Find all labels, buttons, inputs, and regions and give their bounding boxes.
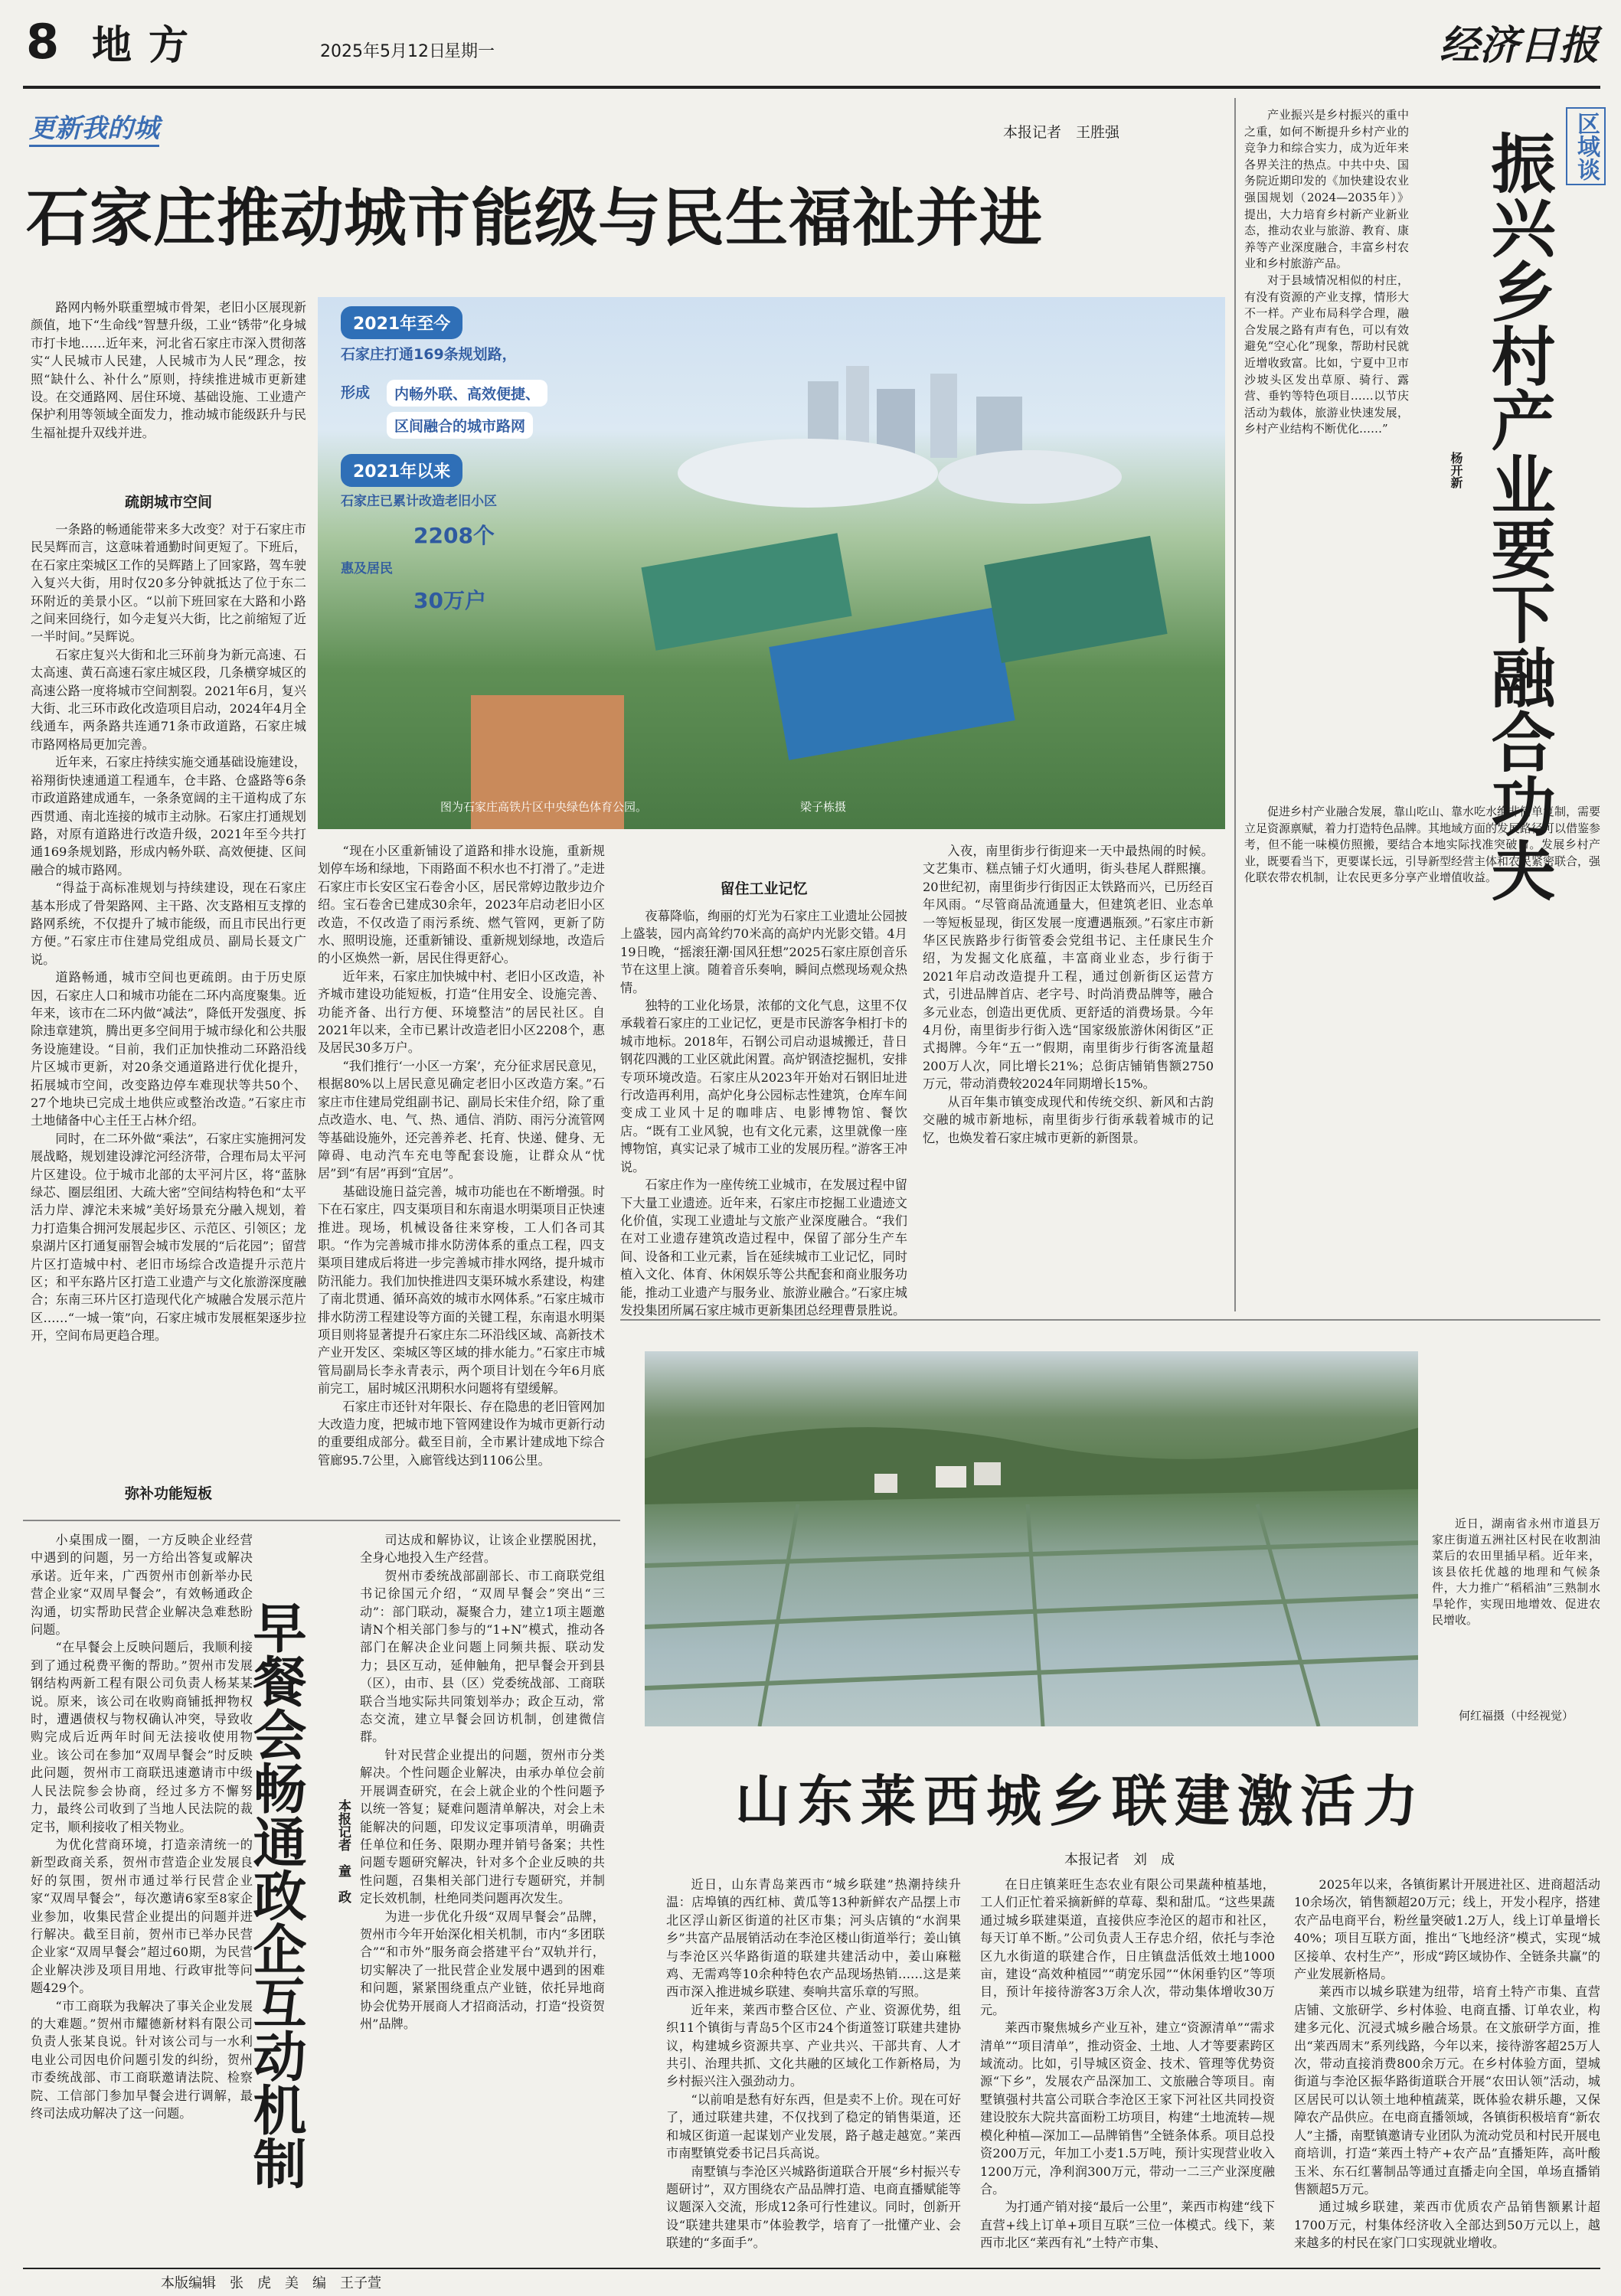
infographic-photo [318,297,1225,829]
laixi-col2 [980,1876,1275,2266]
paragraph: 近年来，石家庄加快城中村、老旧小区改造，补齐城市建设功能短板，打造“住用安全、设施完善、功能齐备、出行方便、环境整洁”的居民社区。自2021年以来，全市已累计改造老旧小区2208个，惠及居民30多万户。 [318,968,605,1056]
paragraph: 南墅镇与李沧区兴城路街道联合开展“乡村振兴专题研讨”，双方围绕农产品品牌打造、电商直播赋能等议题深入交流，形成12条可行性建议。同时，创新开设“联建共建果市”体验教学，培育了一批懂产业、会联建的“多面手”。 [666,2164,961,2251]
paragraph: “以前咱是愁有好东西，但是卖不上价。现在可好了，通过联建共建，不仅找到了稳定的销售渠道，还和城区街道一起谋划产业发展，路子越走越宽。”莱西市南墅镇党委书记吕兵高说。 [666,2092,961,2161]
paragraph: “市工商联为我解决了事关企业发展的大难题。”贺州市耀德新材料有限公司负责人张某良说。针对该公司与一水利电业公司因电价问题引发的纠纷，贺州市委统战部、市工商联邀请法院、检察院、工信部门参加早餐会进行调解，最终司法成功解决了这一问题。 [31,1998,253,2121]
paragraph: 道路畅通，城市空间也更疏朗。由于历史原因，石家庄人口和城市功能在二环内高度聚集。近年来，该市在二环内做“减法”，降低开发强度、拆除违章建筑，腾出更多空间用于城市绿化和公共服务设施建设。“目前，我们正加快推动二环路沿线片区城市更新，对20条交通道路进行优化提升，拓展城市空间，改变路边停车难现状等共50个、27个地块已完成土地供应或整治改造。”石家庄市土地储备中心主任王占林介绍。 [31,970,306,1128]
paragraph: 一条路的畅通能带来多大改变？对于石家庄市民吴辉而言，这意味着通勤时间更短了。下班后，在石家庄栾城区工作的吴辉踏上了回家路，驾车驶入复兴大街，用时仅20多分钟就抵达了位于东二环附近的美景小区。“以前下班回家在大路和小路之间来回绕行，如今走复兴大街，比之前缩短了近一半时间。”吴辉说。 [31,522,306,645]
paragraph: 为打通产销对接“最后一公里”，莱西市构建“线下直营+线上订单+项目互联”三位一体模式。线下，莱西市北区“莱西有礼”土特产市集、 [980,2200,1275,2251]
paragraph: 莱西市聚焦城乡产业互补，建立“资源清单”“需求清单”“项目清单”，推动资金、土地、人才等要素跨区域流动。比如，引导城区资金、技术、管理等优势资源“下乡”，发展农产品深加工、文旅融合等项目。南墅镇强村共富公司联合李沧区王家下河社区共同投资建设胶东大院共富面粉工坊项目，构建“土地流转—规模化种植—深加工—品牌销售”全链条体系。项目总投资200万元，年加工小麦1.5万吨，预计实现营业收入1200万元，净利润300万元，带动一二三产业深度融合。 [980,2020,1275,2196]
side-col [1244,107,1409,796]
section-name: 地方 [92,22,206,69]
laixi-col1 [666,1876,961,2266]
infographic-line-4: 石家庄已累计改造老旧小区 [341,494,497,509]
paragraph: 从百年集市镇变成现代和传统交织、新风和古韵交融的城市新地标，南里街步行街承载着城市的记忆，也焕发着石家庄城市更新的新图景。 [923,1094,1214,1145]
paragraph: 为优化营商环境，打造亲清统一的新型政商关系，贺州市营造企业发展良好的氛围，贺州市通过举行民营企业家“双周早餐会”，每次邀请6家至8家企业参加，收集民营企业提出的问题并进行解决。截至目前，贺州市已举办民营企业家“双周早餐会”超过60期，为民营企业解决涉及项目用地、行政审批等问题429个。 [31,1837,253,1996]
paragraph: 近年来，石家庄持续实施交通基础设施建设，裕翔街快速通道工程通车，仓丰路、仓盛路等6条市政道路建成通车，一条条宽阔的主干道构成了东西贯通、南北连接的城市主动脉。石家庄打通规划路，对原有道路进行改造升级，2021年至今共打通169条规划路，形成内畅外联、高效便捷、区间融合的城市路网。 [31,755,306,877]
weekday: 星期一 [444,42,495,61]
side-col-lower [1244,804,1600,1309]
paragraph: 近年来，莱西市整合区位、产业、资源优势，组织11个镇街与青岛5个区市24个街道签订联建共建协议，构建城乡资源共享、产业共兴、干部共育、人才共引、治理共抓、文化共融的区域化工作新格局，为乡村振兴注入强劲动力。 [666,2002,961,2089]
header-rule [23,86,1600,89]
laixi-col3 [1294,1876,1600,2266]
laixi-byline: 本报记者 刘 成 [1064,1852,1175,1868]
paragraph: 为进一步优化升级“双周早餐会”品牌，贺州市今年开始深化相关机制，市内“多团联合”“和市外”服务商会搭建平台”双轨并行，切实解决了一批民营企业发展中遇到的困难和问题，紧紧围绕重点产业链，依托异地商协会优势开展商人才招商活动，打造“投资贺州”品牌。 [360,1909,605,2031]
main-col1 [31,521,306,1478]
paragraph: 基础设施日益完善，城市功能也在不断增强。时下在石家庄，四支渠项目和东南退水明渠项目正快速推进。现场，机械设备往来穿梭，工人们各司其职。“作为完善城市排水防涝体系的重点工程，四支渠项目建成后将进一步完善城市排水网络，提升城市防汛能力。我们加快推进四支渠环城水系建设，构建了南北贯通、循环高效的城市水网体系。”石家庄城市排水防涝工程建设等方面的关键工程，东南退水明渠项目则将显著提升石家庄东二环沿线区域、高新技术产业开发区、栾城区等区域的排水能力。”石家庄市城管局副局长李永青表示，两个项目计划在今年6月底前完工，届时城区汛期积水问题将有望缓解。 [318,1184,605,1396]
paragraph: 在日庄镇莱旺生态农业有限公司果蔬种植基地，工人们正忙着采摘新鲜的草莓、梨和甜瓜。“这些果蔬通过城乡联建渠道，直接供应李沧区的超市和社区，每天订单不断。”公司负责人王存忠介绍，依托与李沧区九水街道的联建合作，日庄镇盘活低效土地1000亩，建设“高效种植园”“萌宠乐园”“休闲垂钓区”等项目，预计年接待游客3万余人次，带动集体增收30万元。 [980,1877,1275,2017]
paragraph: 石家庄复兴大街和北三环前身为新元高速、石太高速、黄石高速石家庄城区段，几条横穿城区的高速公路一度将城市空间割裂。2021年6月，复兴大街、北三环市政化改造项目启动，2024年4月全线通车，两条路共连通71条市政道路，石家庄城市路网格局更加完善。 [31,647,306,752]
paragraph: 近日，山东青岛莱西市“城乡联建”热潮持续升温：店埠镇的西红柿、黄瓜等13种新鲜农产品摆上市北区浮山新区街道的社区市集；河头店镇的“水润果乡”共富产品展销活动在李沧区楼山街道举行；姜山镇与李沧区兴华路街道的联建共建活动中，姜山麻糍鸡、无需鸡等10余种特色农产品现场热销……这是莱西市深入推进城乡联建、奏响共富乐章的写照。 [666,1877,961,2000]
infographic-line-2b: 内畅外联、高效便捷、 [387,380,547,407]
photo2-credit: 何红福摄（中经视觉） [1459,1709,1574,1723]
infographic-line-3: 区间融合的城市路网 [387,412,533,439]
paragraph: 独特的工业化场景，浓郁的文化气息，这里不仅承载着石家庄的工业记忆，更是市民游客争相打卡的城市地标。2018年，石钢公司启动退城搬迁，昔日钢花四溅的工业区就此闲置。高炉钢渣挖掘机，安排专项环境改造。石家庄从2023年开始对石钢旧址进行改造再利用，高炉化身公园标志性建筑，仓库车间变成工业风十足的咖啡店、电影博物馆、餐饮店。“既有工业风貌，也有文化元素，这里就像一座博物馆，真实记录了城市工业的发展历程。”游客王冲说。 [620,998,907,1174]
column-tag: 更新我的城 [29,107,159,147]
section-divider [23,1520,620,1521]
photo-caption: 图为石家庄高铁片区中央绿色体育公园。 [440,800,648,814]
breakfast-col2 [360,1531,605,2266]
side-tag: 区域谈 [1566,107,1606,185]
paragraph: 石家庄作为一座传统工业城市，在发展过程中留下大量工业遗迹。近年来，石家庄市挖掘工业遗迹文化价值，实现工业遗址与文旅产业深度融合。“我们在对工业遗存建筑改造过程中，保留了部分生产车间、设备和工业元素，旨在延续城市工业记忆，同时植入文化、体育、休闲娱乐等公共配套和商业服务功能，推动工业遗产与服务业、旅游业融合。”石家庄城发投集团所属石家庄城市更新集团总经理曹景胜说。 [620,1177,907,1318]
infographic-stat-1: 2208个 [413,523,495,548]
paddy-field [645,1351,1418,1726]
paragraph: 小桌围成一圈，一方反映企业经营中遇到的问题，另一方给出答复或解决承诺。近年来，广西贺州市创新举办民营企业家“双周早餐会”，有效畅通政企沟通，切实帮助民营企业解决急难愁盼问题。 [31,1533,253,1638]
main-headline: 石家庄推动城市能级与民生福祉并进 [26,182,1044,255]
paragraph: 入夜，南里街步行街迎来一天中最热闹的时候。文艺集市、糕点铺子灯火通明，街头巷尾人群熙攘。20世纪初，南里街步行街因正太铁路而兴，已历经百年风雨。“尽管商品流通量大，但建筑老旧、业态单一等短板显现，街区发展一度遭遇瓶颈。”石家庄市新华区民族路步行街管委会党组书记、主任康民生介绍，为发掘文化底蕴，丰富商业业态，步行街于2021年启动改造提升工程，通过创新街区运营方式，引进品牌首店、老字号、时尚消费品牌等，融合多元业态，创造出更优质、更舒适的消费场景。今年4月份，南里街步行街入选“国家级旅游休闲街区”正式揭牌。今年“五一”假期，南里街步行街客流量超200万人次，同比增长21%；总街店铺销售额2750万元，带动消费较2024年同期增长15%。 [923,844,1214,1092]
breakfast-col1 [31,1531,253,2266]
newspaper-logo: 经济日报 [1440,22,1600,69]
breakfast-headline: 早餐会畅通政企互动机制 [244,1600,307,2190]
breakfast-byline: 本报记者 童 政 [335,1799,351,1903]
side-headline: 振兴乡村产业要下融合功夫 [1481,130,1556,902]
main-col2 [318,842,605,1516]
infographic-badge-1: 2021年至今 [341,306,462,339]
paragraph: 对于县域情况相似的村庄，有没有资源的产业支撑，情形大不一样。产业布局科学合理，融合发展之路有声有色，可以有效避免“空心化”现象，帮助村民就近增收致富。比如，宁夏中卫市沙坡头区发出草原、骑行、露营、垂钓等特色项目……以节庆活动为载体，旅游业快速发展，乡村产业结构不断优化……” [1244,273,1409,436]
footer-rule [23,2268,1600,2269]
infographic-stat-2: 30万户 [413,588,486,613]
photo-credit: 梁子栋摄 [800,800,847,814]
paragraph: 产业振兴是乡村振兴的重中之重，如何不断提升乡村产业的竞争力和综合实力，成为近年来各界关注的热点。中共中央、国务院近期印发的《加快建设农业强国规划（2024—2035年）》提出，大力培育乡村新产业新业态，推动农业与旅游、教育、康养等产业深度融合，丰富乡村农业和乡村旅游产品。 [1244,108,1409,271]
side-divider [1234,98,1236,1311]
paragraph: “在早餐会上反映问题后，我顺利接到了通过税费平衡的帮助。”贺州市发展钢结构两新工程有限公司负责人杨某某说。原来，该公司在收购商铺抵押物权时，遭遇债权与物权确认冲突，导致收购完成后近两年时间无法接收使用物业。该公司在参加“双周早餐会”时反映此问题，贺州市工商联迅速邀请市中级人民法院参会协商，经过多方不懈努力，最终公司收到了当地人民法院的裁定书，顺利接收了相关物业。 [31,1640,253,1834]
photo2-divider [620,1319,1600,1321]
infographic-line-5: 惠及居民 [341,561,393,576]
side-author: 杨开新 [1449,452,1463,488]
infographic-line-1: 石家庄打通169条规划路， [341,346,517,363]
main-lead: 路网内畅外联重塑城市骨架，老旧小区展现新颜值，地下“生命线”智慧升级，工业“锈带”化身城市打卡地……近年来，河北省石家庄市深入贯彻落实“人民城市人民建，人民城市为人民”理念，按照“缺什么、补什么”原则，持续推进城市更新建设。在交通路网、居住环境、基础设施、工业遗产保护利用等领域全面发力，推动城市能级跃升与民生福祉提升双线并进。 [31,300,306,440]
footer-editors: 本版编辑 张 虎 美 编 王子萱 [161,2275,381,2291]
subhead-2: 弥补功能短板 [124,1485,212,1502]
infographic-line-2a: 形成 [341,384,371,401]
paragraph: 司达成和解协议，让该企业摆脱困扰，全身心地投入生产经营。 [360,1533,605,1566]
paragraph: 针对民营企业提出的问题，贺州市分类解决。个性问题企业解决，由承办单位会前开展调查研究，在会上就企业的个性问题予以统一答复；疑难问题清单解决，对会上未能解决的问题，印发议定事项清单，明确责任单位和任务、限期办理并销号备案；共性问题专题研究解决，针对多个企业反映的共性问题，召集相关部门进行专题研究，并制定长效机制，杜绝同类问题再次发生。 [360,1747,605,1906]
paragraph: 促进乡村产业融合发展，靠山吃山、靠水吃水绝非简单复制，需要立足资源禀赋，着力打造特色品牌。其地域方面的发展路径可以借鉴参考，但不能一味模仿照搬，要结合本地实际找准突破口。发展乡村产业，既要看当下，更要谋长远，引导新型经营主体和农民紧密联合，强化联农带农机制，让农民更多分享产业增值收益。 [1244,805,1600,885]
park-photo [318,297,1225,829]
rice-field-photo [645,1351,1418,1726]
paragraph: 同时，在二环外做“乘法”，石家庄实施拥河发展战略，规划建设滹沱河经济带，合理布局太平河片区建设。位于城市北部的太平河片区，将“蓝脉绿芯、圈层组团、大疏大密”空间结构特色和“太平活力岸、滹沱未来城”美好场景充分融入规划，着力打造集合拥河发展起步区、示范区、引领区；龙泉湖片区打通复丽智会城市发展的“后花园”；留营片区打造城中村、老旧市场综合改造提升示范片区；和平东路片区打造工业遗产与文化旅游深度融合；东南三环片区打造现代化产城融合发展示范片区……“一城一策”向，石家庄城市发展框架逐步拉开，空间布局更趋合理。 [31,1131,306,1344]
page-number: 8 [26,14,60,70]
paragraph: “得益于高标准规划与持续建设，现在石家庄基本形成了骨架路网、主干路、次支路相互支撑的路网系统，不仅提升了城市能级，而且市民出行更方便。”石家庄市住建局党组成员、副局长聂文广说。 [31,880,306,967]
paragraph: 夜幕降临，绚丽的灯光为石家庄工业遗址公园披上盛装，园内高耸约70米高的高炉内光影交错。4月19日晚，“摇滚狂潮·国风狂想”2025石家庄原创音乐节在这里上演。随着音乐奏响，瞬间点燃现场观众热情。 [620,909,907,995]
main-byline: 本报记者 王胜强 [1003,124,1120,141]
paragraph: “现在小区重新铺设了道路和排水设施，重新规划停车场和绿地，下雨路面不积水也不打滑了。”走进石家庄市长安区宝石卷舍小区，居民常婷边散步边介绍。宝石卷舍已建成30余年，2023年启动老旧小区改造，不仅改造了雨污系统、燃气管网，更新了防水、照明设施，还重新铺设、重新规划绿地，改造后的小区焕然一新，居民住得更舒心。 [318,844,605,966]
subhead-3: 留住工业记忆 [720,880,808,897]
photo2-caption: 近日，湖南省永州市道县万家庄街道五洲社区村民在收割油菜后的农田里插早稻。近年来，该县依托优越的地理和气候条件，大力推广“稻稻油”三熟制水旱轮作，实现田地增效、促进农民增收。 [1432,1517,1600,1627]
laixi-headline: 山东莱西城乡联建激活力 [735,1769,1427,1834]
issue-date: 2025年5月12日 [320,42,446,61]
paragraph: “我们推行‘一小区一方案’，充分征求居民意见，根据80%以上居民意见确定老旧小区改造方案。”石家庄市住建局党组副书记、副局长宋佳介绍，除了重点改造水、电、气、热、通信、消防、雨污分流管网等基础设施外，还完善养老、托育、快递、健身、无障碍、电动汽车充电等配套设施，让群众从“忧居”到“有居”再到“宜居”。 [318,1058,605,1181]
subhead-1: 疏朗城市空间 [124,494,212,511]
paragraph: 贺州市委统战部副部长、市工商联党组书记徐国元介绍，“双周早餐会”突出“三动”：部门联动，凝聚合力，建立1项主题邀请N个相关部门参与的“1+N”模式，推动各部门在解决企业问题上同频共振、联动发力；县区互动，延伸触角，把早餐会开到县（区），由市、县（区）党委统战部、工商联联合当地实际共同策划举办；政企互动，常态交流，建立早餐会回访机制，创建微信群。 [360,1568,605,1745]
paragraph: 石家庄市还针对年限长、存在隐患的老旧管网加大改造力度，把城市地下管网建设作为城市更新行动的重要组成部分。截至目前，全市累计建成地下综合管廊95.7公里，入廊管线达到1106公里。 [318,1399,605,1468]
paragraph: 2025年以来，各镇街累计开展进社区、进商超活动10余场次，销售额超20万元；线上，开发小程序，搭建农产品电商平台，粉丝量突破1.2万人，线上订单量增长40%；项目互联方面，推出“飞地经济”模式，实现“城区接单、农村生产”，形成“跨区域协作、全链条共赢”的产业发展新格局。 [1294,1877,1600,1982]
infographic-badge-2: 2021年以来 [341,454,462,487]
paragraph: 通过城乡联建，莱西市优质农产品销售额累计超1700万元，村集体经济收入全部达到50万元以上，越来越多的村民在家门口实现就业增收。 [1294,2200,1600,2251]
paragraph: 莱西市以城乡联建为纽带，培育土特产市集、直营店铺、文旅研学、乡村体验、电商直播、订单农业，构建多元化、沉浸式城乡融合场景。在文旅研学方面，推出“莱西周末”系列线路，今年以来，接待游客超25万人次，带动直接消费800余万元。在乡村体验方面，望城街道与李沧区振华路街道联合开展“农田认领”活动，城区居民可以认领土地种植蔬菜，既体验农耕乐趣，又保障农产品供应。在电商直播领域，各镇街积极培育“新农人”主播，南墅镇邀请专业团队为流动党员和村民开展电商培训，打造“莱西土特产+农产品”直播矩阵，高叶酸玉米、东石红薯制品等通过直播走向全国，单场直播销售额超5万元。 [1294,1984,1600,2196]
